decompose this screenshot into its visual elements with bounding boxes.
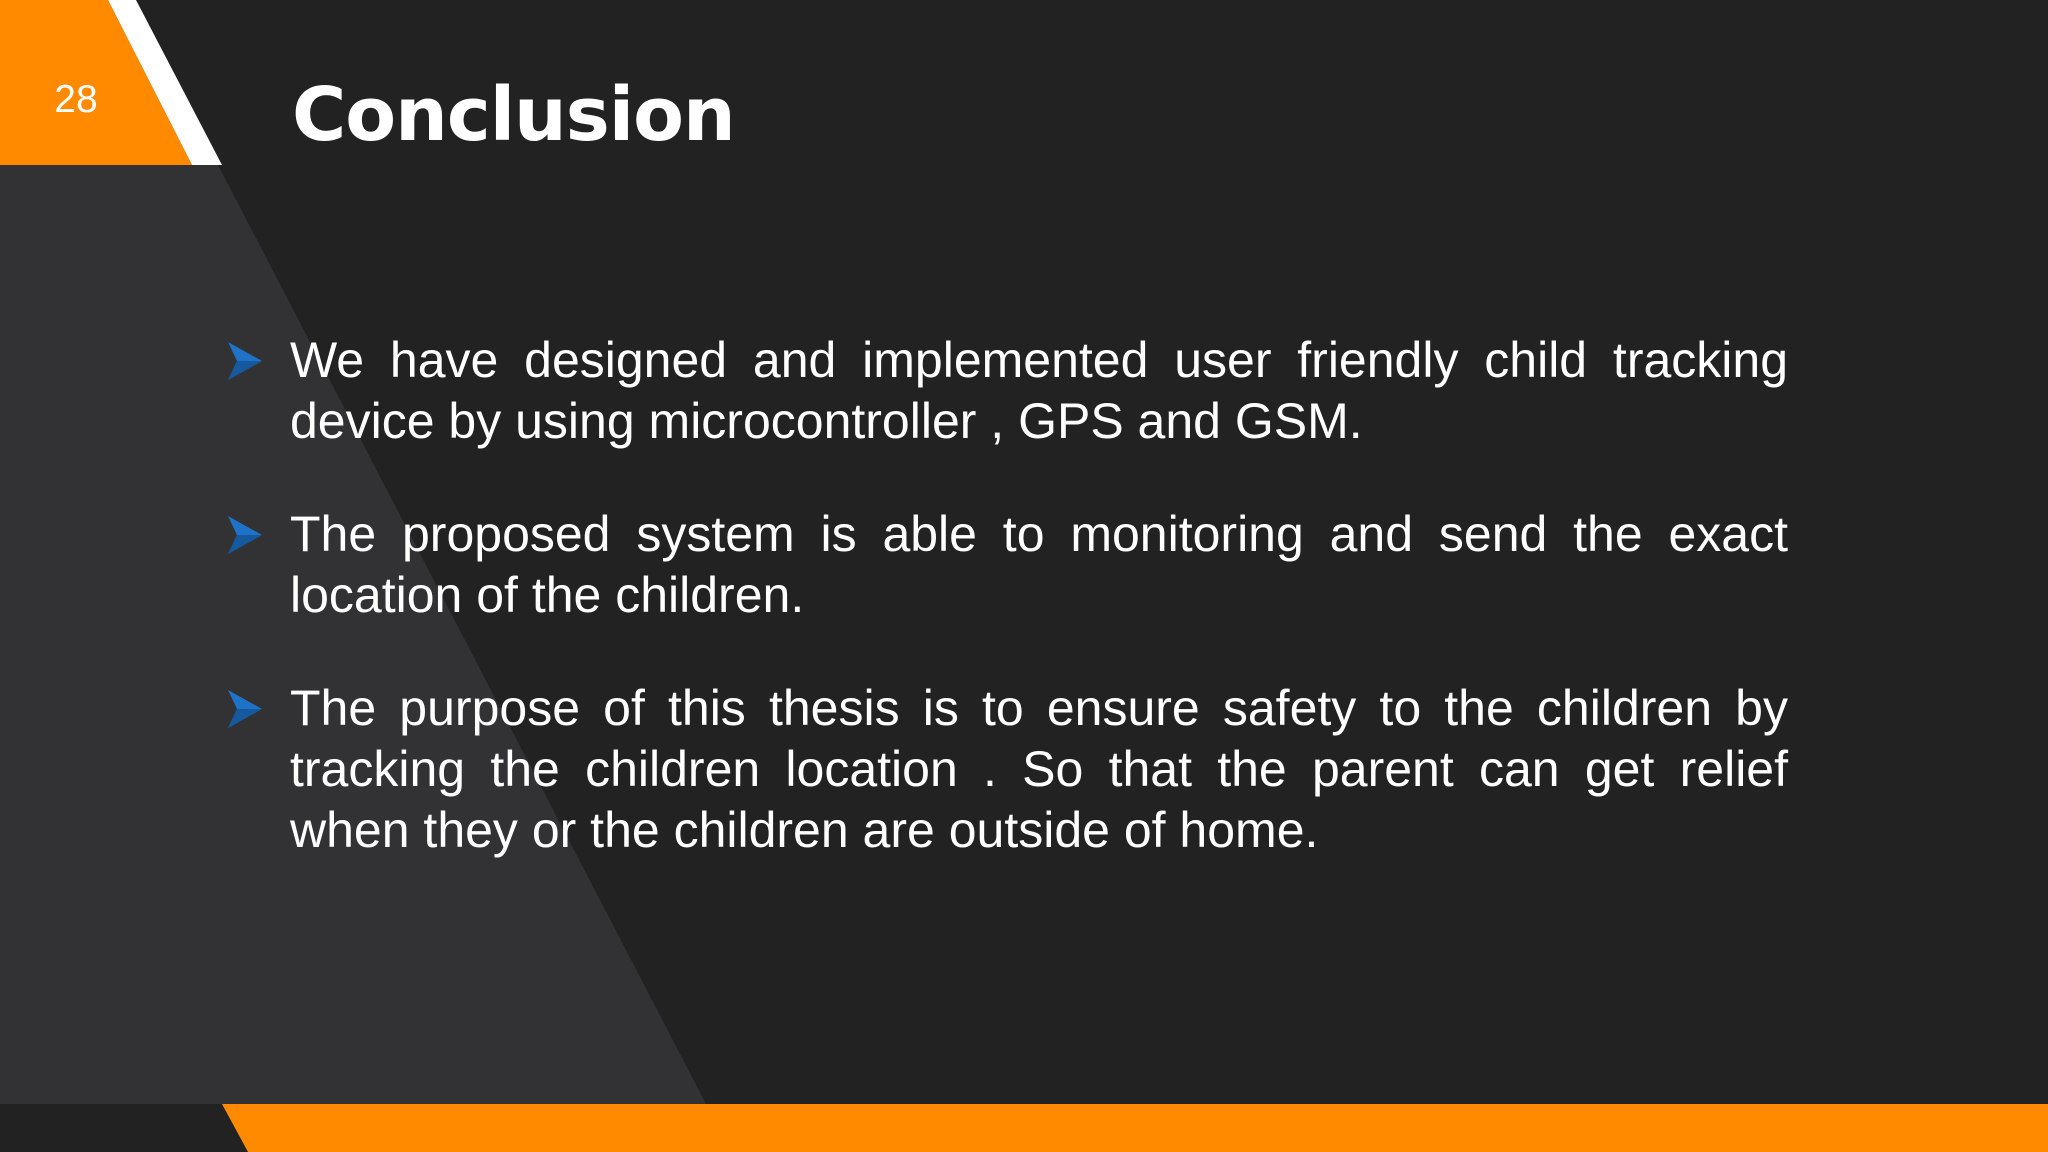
bullet-item (228, 678, 1788, 861)
slide-number: 28 (54, 78, 98, 121)
bullet-list (228, 330, 1788, 913)
bullet-item (228, 330, 1788, 452)
bullet-item (228, 504, 1788, 626)
bottom-accent-bar (222, 1104, 2048, 1152)
arrow-bullet-icon (228, 340, 262, 382)
bullet-text: We have designed and implemented user friendly child tracking device by using microcontroller , GPS and GSM. (290, 332, 1788, 449)
bullet-text: The proposed system is able to monitoring and send the exact location of the children. (290, 506, 1788, 623)
arrow-bullet-icon (228, 688, 262, 730)
slide-title: Conclusion (292, 72, 735, 158)
bullet-text: The purpose of this thesis is to ensure safety to the children by tracking the children location . So that the parent can get relief when they or the children are outside of home. (290, 680, 1788, 858)
arrow-bullet-icon (228, 514, 262, 556)
